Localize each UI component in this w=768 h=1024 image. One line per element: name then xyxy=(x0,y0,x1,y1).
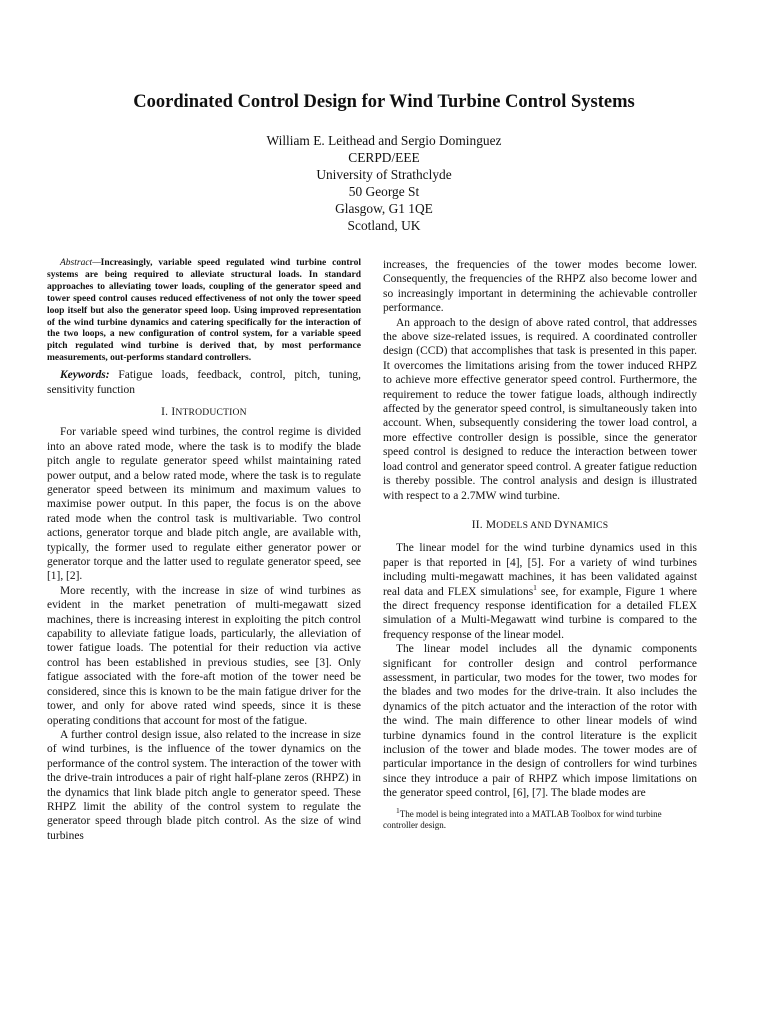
affiliation-line: 50 George St xyxy=(348,184,420,199)
right-column xyxy=(383,258,697,831)
section-heading-introduction xyxy=(47,405,361,420)
section-number: II. xyxy=(471,518,486,531)
text-run: see, for example, Figure 1 where the direct frequency response identification for a detailed xyxy=(383,585,698,612)
text-run: The linear model for the wind turbine dynamics used in this paper is that reported in [4], [5]. For a variety of wind turbines including multi-megawatt machines, it has been validated against real data and xyxy=(383,542,697,598)
affiliation-line: Glasgow, G1 1QE xyxy=(335,201,433,216)
footnote-marker: 1 xyxy=(396,805,400,815)
section-title-rest: YNAMICS xyxy=(562,519,609,531)
keywords-text: Fatigue loads, feedback, control, pitch, tuning, sensitivity function xyxy=(47,369,361,396)
author-names: William E. Leithead and Sergio Dominguez xyxy=(266,133,502,148)
software-name: FLEX xyxy=(447,585,477,598)
affiliation-line: Scotland, UK xyxy=(347,218,421,233)
paragraph: More recently, with the increase in size of wind turbines as evident in the market penetration of multi-megawatt sized machines, there is increasing interest in exploiting the pitch control capability to alleviate fatigue loads, particularly, the alleviation of tower fatigue loads. The potential for their reduction via active control has been established in previous studies, see [3]. Only fatigue associated with the fore-aft motion of the tower need be considered, since this is known to be the main fatigue driver for the tower, and only for above rated wind speeds, since it is these operating conditions that account for most of the fatigue. xyxy=(47,584,361,727)
affiliation-line: CERPD/EEE xyxy=(348,150,420,165)
section-initial: M xyxy=(485,518,497,531)
text-run: The model is being integrated into a xyxy=(399,808,532,819)
left-column xyxy=(47,258,361,843)
section-initial: I xyxy=(171,405,176,418)
abstract xyxy=(47,258,361,365)
abstract-lead: Abstract— xyxy=(60,258,101,268)
text-run: Toolbox for wind turbine controller design. xyxy=(383,808,662,831)
paragraph xyxy=(383,541,697,642)
software-name: FLEX xyxy=(668,599,697,612)
section-title-rest: ODELS AND xyxy=(496,519,555,531)
keywords-lead: Keywords: xyxy=(60,369,110,382)
footnote xyxy=(383,805,697,832)
section-heading-models xyxy=(383,518,697,533)
paragraph: increases, the frequencies of the tower modes become lower. Consequently, the frequencies of the RHPZ also become lower and so increasingly important in determining the achievable controller performance. xyxy=(383,259,697,315)
keywords xyxy=(47,368,361,397)
author-block xyxy=(150,132,618,234)
software-name: MATLAB xyxy=(531,808,569,819)
paragraph: For variable speed wind turbines, the control regime is divided into an above rated mode, where the task is to modify the blade pitch angle to regulate generator speed whilst maintaining rated power output, and a below rated mode, where the task is to regulate generator speed between its minimum and maximum values to maximise power output. In this paper, the focus is on the above rated mode when the control task is multivariable. Two control actions, generator torque and blade pitch angle, are available with, typically, the former used to regulate either generator power or generator torque and the latter used to regulate generator speed, see [1], [2]. xyxy=(47,426,361,583)
affiliation-line: University of Strathclyde xyxy=(316,167,452,182)
section-initial: D xyxy=(554,518,563,531)
paper-title: Coordinated Control Design for Wind Turbine Control Systems xyxy=(133,92,635,112)
section-title-rest: NTRODUCTION xyxy=(175,406,247,418)
text-run: simulation of a Multi-Megawatt wind turbine is compared to the frequency response of the linear model. xyxy=(383,614,697,641)
paragraph: A further control design issue, also related to the increase in size of wind turbines, is the influence of the tower dynamics on the performance of the control system. The interaction of the tower with the drive-train introduces a pair of right half-plane zeros (RHPZ) in the dynamics that link blade pitch angle to generator speed. These RHPZ limit the ability of the control system to regulate the generator speed through blade pitch control. As the size of wind turbines xyxy=(47,728,361,842)
section-number: I. xyxy=(161,405,172,418)
abstract-text: Increasingly, variable speed regulated wind turbine control systems are being required to alleviate structural loads. In standard approaches to alleviating tower loads, coupling of the generator speed and tower speed control causes reduced effectiveness of not only the tower speed loop itself but also the generator speed loop. Using improved representation of the wind turbine dynamics and catering specifically for the interaction of the two loops, a new configuration of control system, for a variable speed pitch regulated wind turbine is derived that, by most performance measurements, out-performs standard controllers. xyxy=(47,258,361,364)
paragraph: The linear model includes all the dynamic components significant for controller design and control performance assessment, in particular, two modes for the tower, two modes for the blades and two modes for the drive-train. It also includes the dynamics of the pitch actuator and the interaction of the rotor with the wind. The main difference to other linear models of wind turbine dynamics found in the control literature is the explicit inclusion of the tower and blade modes. The tower modes are of particular importance in the design of controllers for wind turbines since they introduce a pair of RHPZ which impose limitations on the generator speed control, [6], [7]. The blade modes are xyxy=(383,643,697,800)
text-run: simulations xyxy=(476,585,534,598)
footnote-marker: 1 xyxy=(533,582,537,592)
paragraph: An approach to the design of above rated control, that addresses the above size-related issues, is required. A coordinated controller design (CCD) that accomplishes that task is presented in this paper. It overcomes the limitations arising from the tower induced RHPZ to achieve more effective generator speed control. Furthermore, the requirement to reduce the tower fatigue loads, although indirectly affected by the generator speed control, is simultaneously taken into account. When, subsequently considering the tower load control, a more effective controller design is possible, since the generator speed control is designed to reduce the interaction between tower load control and generator speed control. A greater fatigue reduction is thereby possible. The control analysis and design is illustrated with respect to a 2.7MW wind turbine. xyxy=(383,316,697,502)
